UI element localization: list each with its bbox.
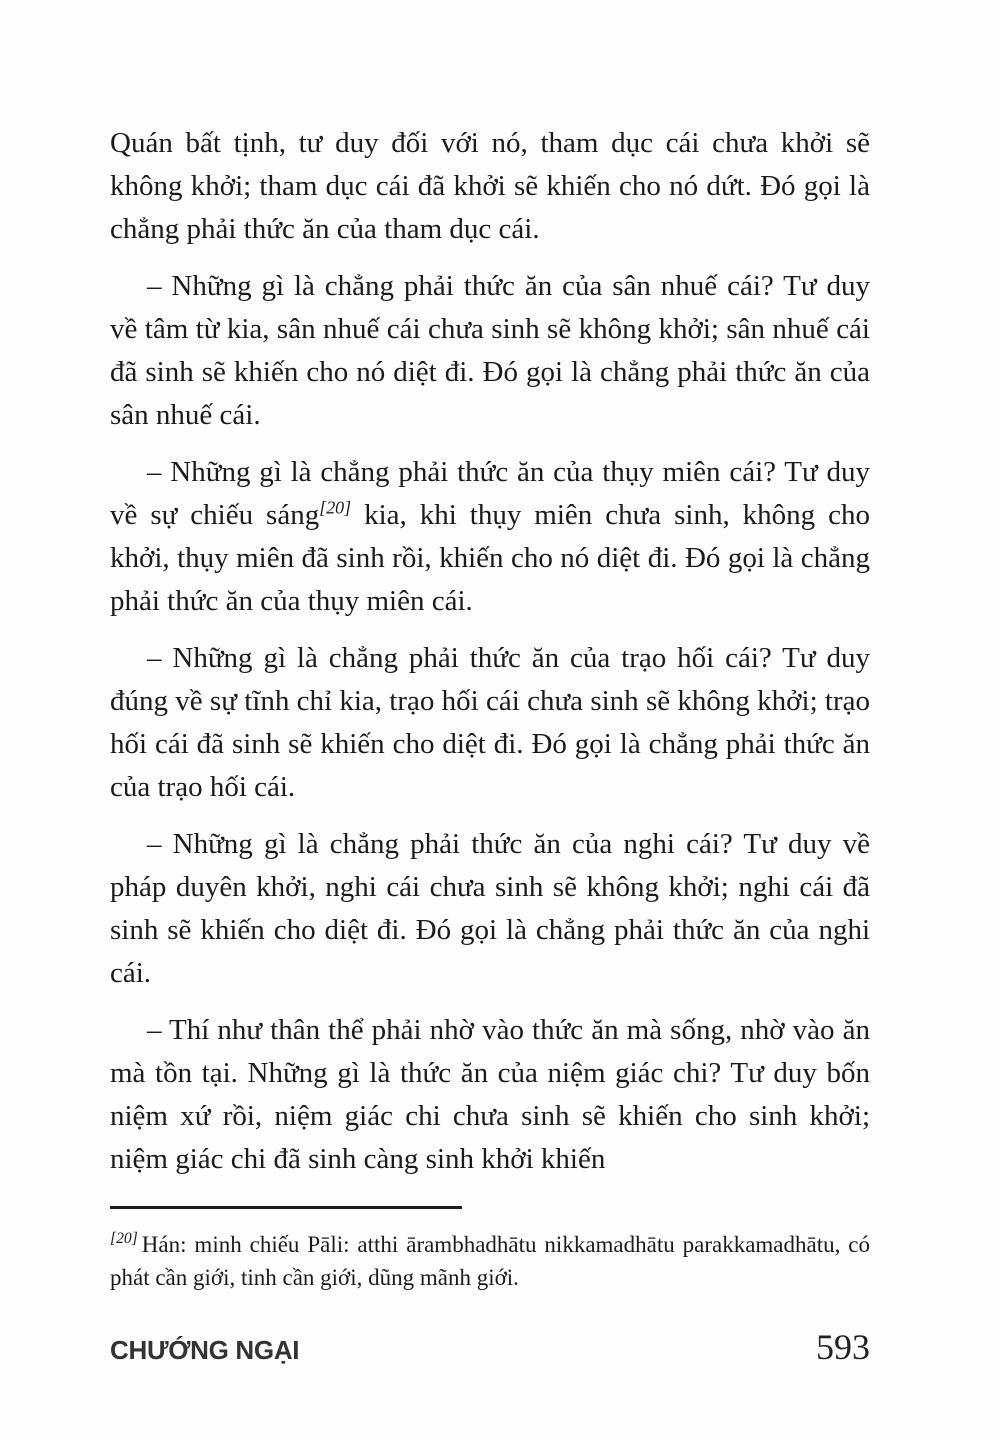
paragraph-1: Quán bất tịnh, tư duy đối với nó, tham dục cái chưa khởi sẽ không khởi; tham dục cái đã khởi sẽ khiến cho nó dứt. Đó gọi là chẳng phải thức ăn của tham dục cái.	[110, 127, 870, 245]
page-number: 593	[816, 1327, 870, 1367]
paragraph-6: – Thí như thân thể phải nhờ vào thức ăn mà sống, nhờ vào ăn mà tồn tại. Những gì là thức ăn của niệm giác chi? Tư duy bốn niệm xứ rồi, niệm giác chi chưa sinh sẽ khiến cho sinh khởi; niệm giác chi đã sinh càng sinh khởi khiến	[110, 1014, 870, 1175]
page-body	[110, 122, 870, 1195]
paragraph-2: – Những gì là chẳng phải thức ăn của sân nhuế cái? Tư duy về tâm từ kia, sân nhuế cái chưa sinh sẽ không khởi; sân nhuế cái đã sinh sẽ khiến cho nó diệt đi. Đó gọi là chẳng phải thức ăn của sân nhuế cái.	[110, 270, 870, 431]
running-title: CHƯỚNG NGẠI	[110, 1335, 300, 1365]
paragraph-4: – Những gì là chẳng phải thức ăn của trạo hối cái? Tư duy đúng về sự tĩnh chỉ kia, trạo hối cái chưa sinh sẽ không khởi; trạo hối cái đã sinh sẽ khiến cho diệt đi. Đó gọi là chẳng phải thức ăn của trạo hối cái.	[110, 642, 870, 803]
paragraph-5: – Những gì là chẳng phải thức ăn của nghi cái? Tư duy về pháp duyên khởi, nghi cái chưa sinh sẽ không khởi; nghi cái đã sinh sẽ khiến cho diệt đi. Đó gọi là chẳng phải thức ăn của nghi cái.	[110, 828, 870, 989]
footnote-marker: [20]	[110, 1230, 138, 1248]
footnote-reference: [20]	[319, 497, 352, 518]
page-footer	[110, 1326, 870, 1368]
footnote-area	[110, 1206, 870, 1294]
paragraph-3-text-after: kia, khi thụy miên chưa sinh, không cho khởi, thụy miên đã sinh rồi, khiến cho nó diệt đi. Đó gọi là chẳng phải thức ăn của thụy miên cái.	[110, 499, 870, 617]
footnote	[110, 1228, 870, 1294]
paragraph-3	[110, 451, 870, 623]
paragraph-3-text-before: – Những gì là chẳng phải thức ăn của thụy miên cái? Tư duy về sự chiếu sáng	[110, 456, 870, 531]
footnote-text: Hán: minh chiếu Pāli: atthi ārambhadhātu nikkamadhātu parakkamadhātu, có phát cần giới, tinh cần giới, dũng mãnh giới.	[110, 1232, 870, 1290]
footnote-divider	[110, 1206, 462, 1209]
